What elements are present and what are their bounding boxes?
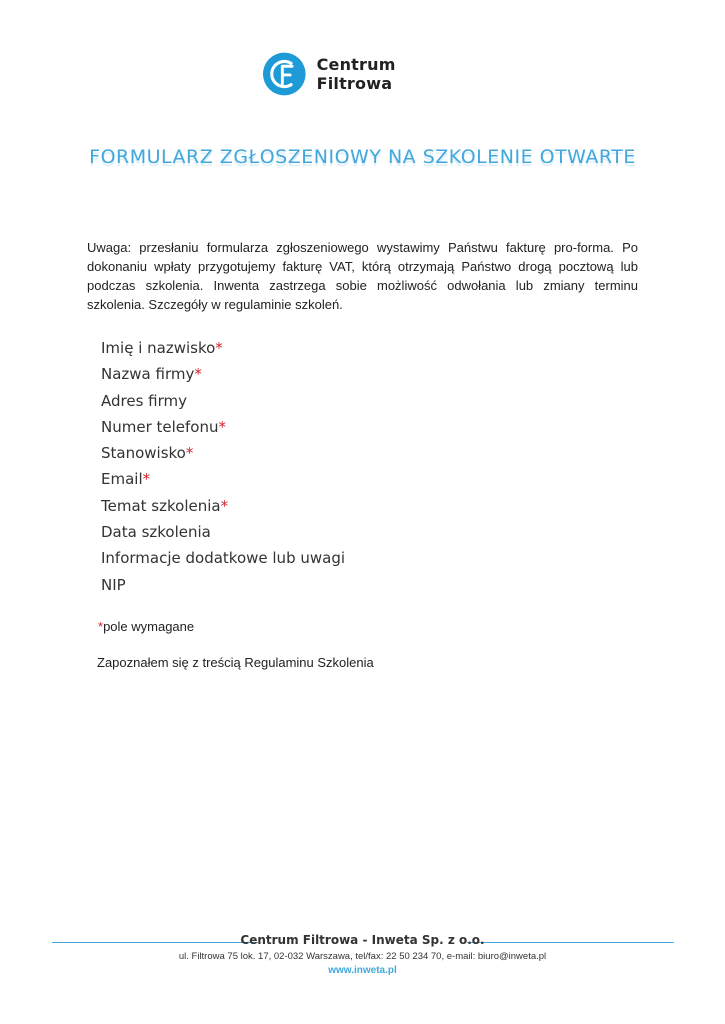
field-additional-info[interactable]: Informacje dodatkowe lub uwagi <box>101 549 346 568</box>
form-note: Uwaga: przesłaniu formularza zgłoszeniowego wystawimy Państwu fakturę pro-forma. Po dokonaniu wpłaty przygotujemy fakturę VAT, którą otrzymają Państwo drogą pocztową lub podczas szkolenia. Inwenta zastrzega sobie możliwość odwołania lub zmiany terminu szkolenia. Szczegóły w regulaminie szkoleń. <box>87 240 638 312</box>
field-phone[interactable]: Numer telefonu* <box>101 417 226 436</box>
required-marker: * <box>215 339 223 357</box>
required-marker: * <box>194 365 202 384</box>
field-training-date[interactable]: Data szkolenia <box>101 523 211 542</box>
field-full-name[interactable]: Imię i nazwisko* <box>101 339 223 357</box>
footer-website-link[interactable]: www.inweta.pl <box>328 965 397 976</box>
required-marker: * <box>142 470 151 489</box>
field-nip[interactable]: NIP <box>101 575 126 594</box>
field-training-topic[interactable]: Temat szkolenia* <box>101 496 229 515</box>
brand-logo <box>262 50 472 98</box>
required-marker: * <box>185 444 194 463</box>
consent-checkbox-label[interactable]: Zapoznałem się z treścią Regulaminu Szkolenia <box>97 655 374 670</box>
form-fields <box>101 335 345 598</box>
footer-company: Centrum Filtrowa - Inweta Sp. z o.o. <box>240 933 485 947</box>
field-company-address[interactable]: Adres firmy <box>101 391 188 410</box>
field-company-name[interactable]: Nazwa firmy* <box>101 365 202 384</box>
cf-circle-logo-icon <box>262 51 307 97</box>
required-marker: * <box>220 496 229 515</box>
required-marker: * <box>218 417 226 436</box>
form-title: FORMULARZ ZGŁOSZENIOWY NA SZKOLENIE OTWARTE <box>89 146 636 168</box>
required-note: *pole wymagane <box>98 619 195 634</box>
brand-name: Centrum Filtrowa <box>316 55 396 93</box>
footer-address: ul. Filtrowa 75 lok. 17, 02-032 Warszawa, tel/fax: 22 50 234 70, e-mail: biuro@inweta.pl <box>178 951 547 962</box>
field-position[interactable]: Stanowisko* <box>101 444 194 463</box>
field-email[interactable]: Email* <box>101 470 151 489</box>
